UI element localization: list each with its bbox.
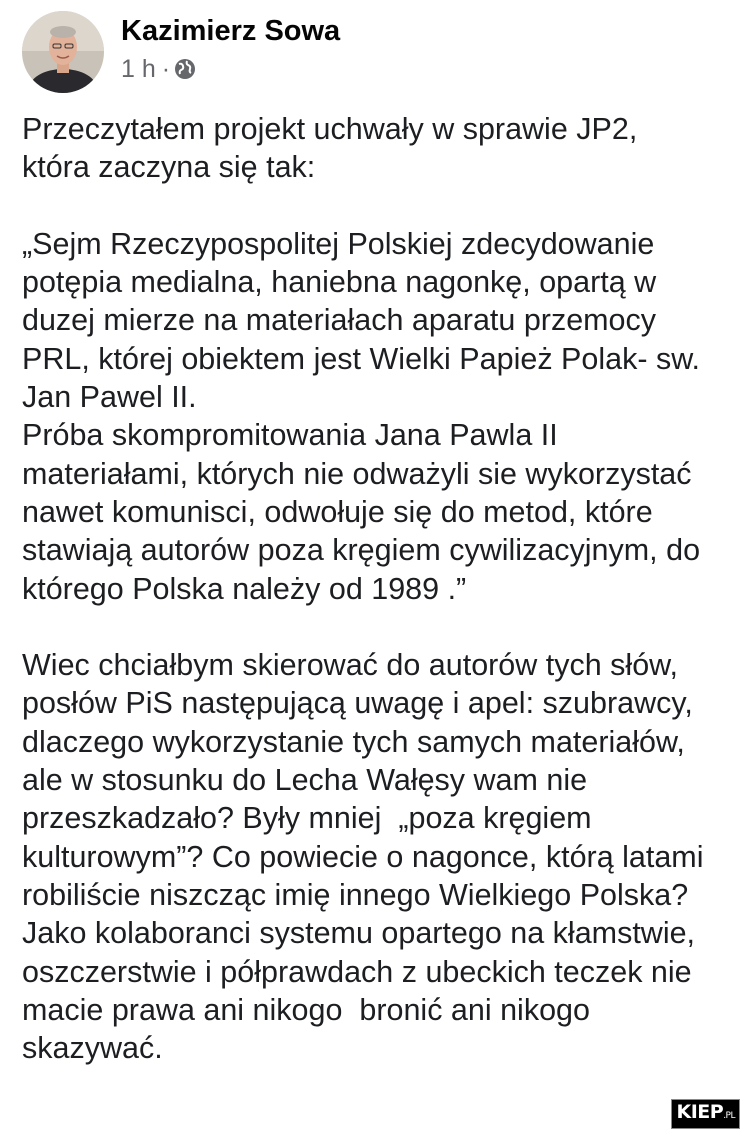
site-watermark [671,1099,740,1129]
text-line: Jan Pawel II. [22,380,197,415]
text-line: posłów PiS następującą uwagę i apel: szubrawcy, [22,686,693,721]
text-line: którego Polska należy od 1989 .” [22,571,467,606]
author-name[interactable]: Kazimierz Sowa [121,15,341,47]
text-line: Przeczytałem projekt uchwały w sprawie JP2, [22,112,638,146]
post-paragraph [22,110,742,187]
text-line: PRL, której obiektem jest Wielki Papież Polak- sw. [22,341,701,376]
avatar[interactable] [22,11,104,93]
text-line: kulturowym”? Co powiecie o nagonce, którą latami [22,839,704,874]
watermark-suffix: .PL [723,1111,735,1121]
post-meta [121,13,340,83]
text-line: przeszkadzało? Były mniej „poza kręgiem [22,801,592,836]
text-line: duzej mierze na materiałach aparatu przemocy [22,303,657,338]
text-line: ale w stosunku do Lecha Wałęsy wam nie [22,763,588,798]
post-subline [121,55,340,83]
separator-dot: · [161,55,171,83]
text-line: Jako kolaboranci systemu opartego na kłamstwie, [22,916,696,951]
text-line: która zaczyna się tak: [22,150,316,185]
watermark-main: KIEP [676,1101,724,1123]
paragraph-gap [22,608,742,646]
post-text [22,110,742,1067]
text-line: „Sejm Rzeczypospolitej Polskiej zdecydowanie [22,226,655,261]
text-line: potępia medialna, haniebna nagonkę, opartą w [22,265,657,300]
text-line: Próba skompromitowania Jana Pawla II [22,418,558,453]
text-line: oszczerstwie i półprawdach z ubeckich teczek nie [22,954,692,989]
paragraph-gap [22,187,742,225]
text-line: Wiec chciałbym skierować do autorów tych słów, [22,648,678,683]
text-line: skazywać. [22,1031,163,1066]
text-line: dlaczego wykorzystanie tych samych materiałów, [22,724,685,759]
post-paragraph [22,225,742,608]
post-timestamp[interactable]: 1 h [121,55,156,83]
text-line: stawiają autorów poza kręgiem cywilizacyjnym, do [22,533,701,568]
text-line: robiliście niszcząc imię innego Wielkiego Polska? [22,877,689,912]
post-paragraph [22,646,742,1067]
post-header [22,10,340,94]
globe-icon[interactable] [174,58,196,80]
text-line: macie prawa ani nikogo bronić ani nikogo [22,992,590,1027]
text-line: nawet komunisci, odwołuje się do metod, które [22,494,653,529]
text-line: materiałami, których nie odważyli sie wykorzystać [22,456,692,491]
avatar-photo [22,11,104,93]
